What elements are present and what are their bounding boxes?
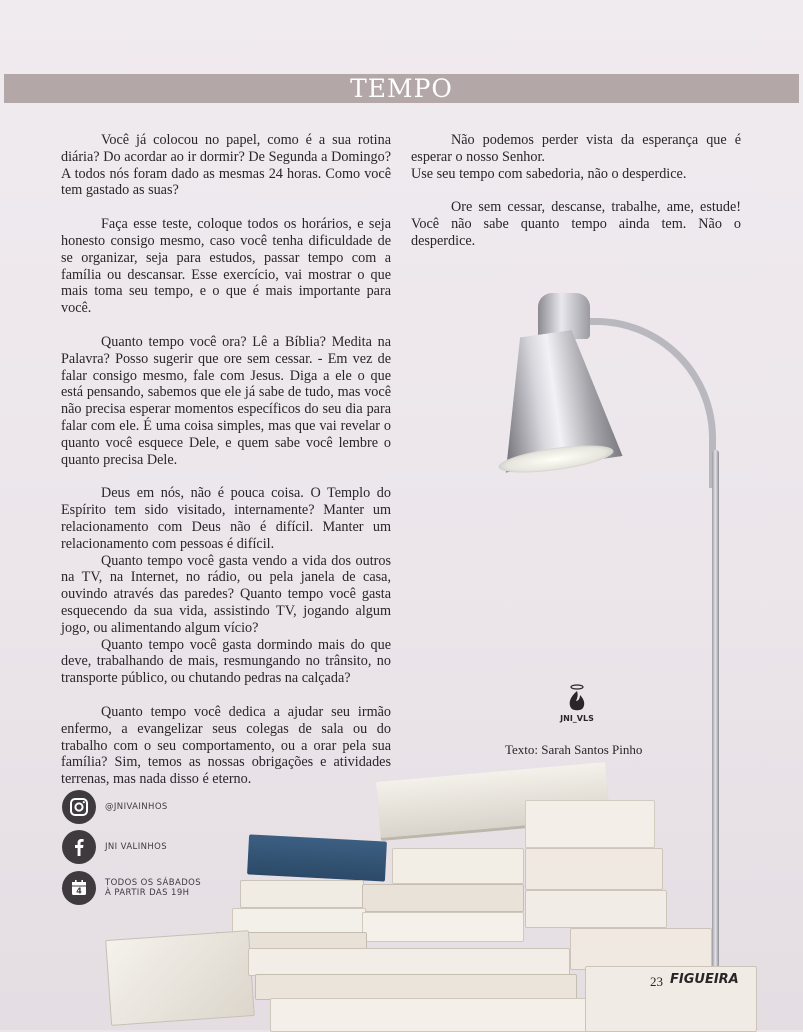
schedule-line-1: TODOS OS SÁBADOS — [105, 878, 202, 888]
section-title-bar — [4, 74, 799, 103]
paragraph: Deus em nós, não é pouca coisa. O Templo do Espírito tem sido visitado, internamente? Manter um relacionamento com Deus não é difícil. Manter um relacionamento com pessoas é difícil. — [61, 485, 391, 552]
magazine-name: FIGUEIRA — [670, 972, 739, 987]
paragraph: Quanto tempo você gasta vendo a vida dos outros na TV, na Internet, no rádio, ou pela janela de casa, ouvindo através das paredes? Quanto tempo você gasta esquecendo da sua vida, assistindo TV, jogando algum jogo, ou alimentando algum vício? — [61, 552, 391, 636]
right-text-column — [411, 132, 741, 267]
jni-logo — [557, 683, 597, 727]
paragraph: Quanto tempo você ora? Lê a Bíblia? Medita na Palavra? Posso sugerir que ore sem cessar. - Em vez de falar consigo mesmo, fale com Jesus. Diga a ele o que está pensando, sabemos que ele já sabe de tudo, mas você não precisa esperar momentos específicos do seu dia para falar com ele. É uma coisa simples, mas que vai revelar o quanto você esquece Dele, e quem sabe você lembre o quanto precisa Dele. — [61, 333, 391, 468]
lamp-pole — [712, 450, 719, 970]
paragraph: Quanto tempo você dedica a ajudar seu irmão enfermo, a evangelizar seus colegas de sala ou do trabalho com o seu comportamento, ou a orar pela sua família? Sim, temos as nossas obrigações e atividades terrenas, mas nada disso é eterno. — [61, 703, 391, 788]
paragraph: Ore sem cessar, descanse, trabalhe, ame, estude! Você não sabe quanto tempo ainda tem. Não o desperdice. — [411, 199, 741, 249]
calendar-day: 4 — [76, 886, 82, 896]
social-instagram[interactable] — [62, 790, 168, 824]
flame-icon — [564, 683, 590, 713]
facebook-name: JNI VALINHOS — [105, 842, 168, 852]
instagram-handle: @JNIVAINHOS — [105, 802, 168, 812]
paragraph: Você já colocou no papel, como é a sua rotina diária? Do acordar ao ir dormir? De Segunda a Domingo? A todos nós foram dado as mesmas 24 horas. Como você tem gastado as suas? — [61, 132, 391, 199]
author-credit: Texto: Sarah Santos Pinho — [505, 742, 643, 757]
section-title: TEMPO — [350, 74, 453, 103]
paragraph: Não podemos perder vista da esperança que é esperar o nosso Senhor. — [411, 132, 741, 165]
instagram-icon — [62, 790, 96, 824]
calendar-icon — [62, 871, 96, 905]
schedule-line-2: À PARTIR DAS 19H — [105, 888, 190, 898]
paragraph: Quanto tempo você gasta dormindo mais do que deve, trabalhando de mais, resmungando no trânsito, no transporte público, ou chutando pedras na calçada? — [61, 636, 391, 687]
facebook-icon — [62, 830, 96, 864]
social-facebook[interactable] — [62, 830, 167, 864]
page-number: 23 — [650, 974, 663, 989]
logo-text: JNI_VLS — [560, 714, 594, 723]
schedule-text — [105, 878, 201, 898]
left-text-column — [61, 132, 391, 805]
paragraph: Faça esse teste, coloque todos os horários, e seja honesto consigo mesmo, caso você tenha dificuldade de se organizar, seja para estudos, passar tempo com a família ou descansar. Esse exercício, vai mostrar o que mais toma seu tempo, e o que é mais importante para você. — [61, 216, 391, 317]
paragraph: Use seu tempo com sabedoria, não o desperdice. — [411, 165, 687, 182]
social-schedule — [62, 871, 201, 905]
